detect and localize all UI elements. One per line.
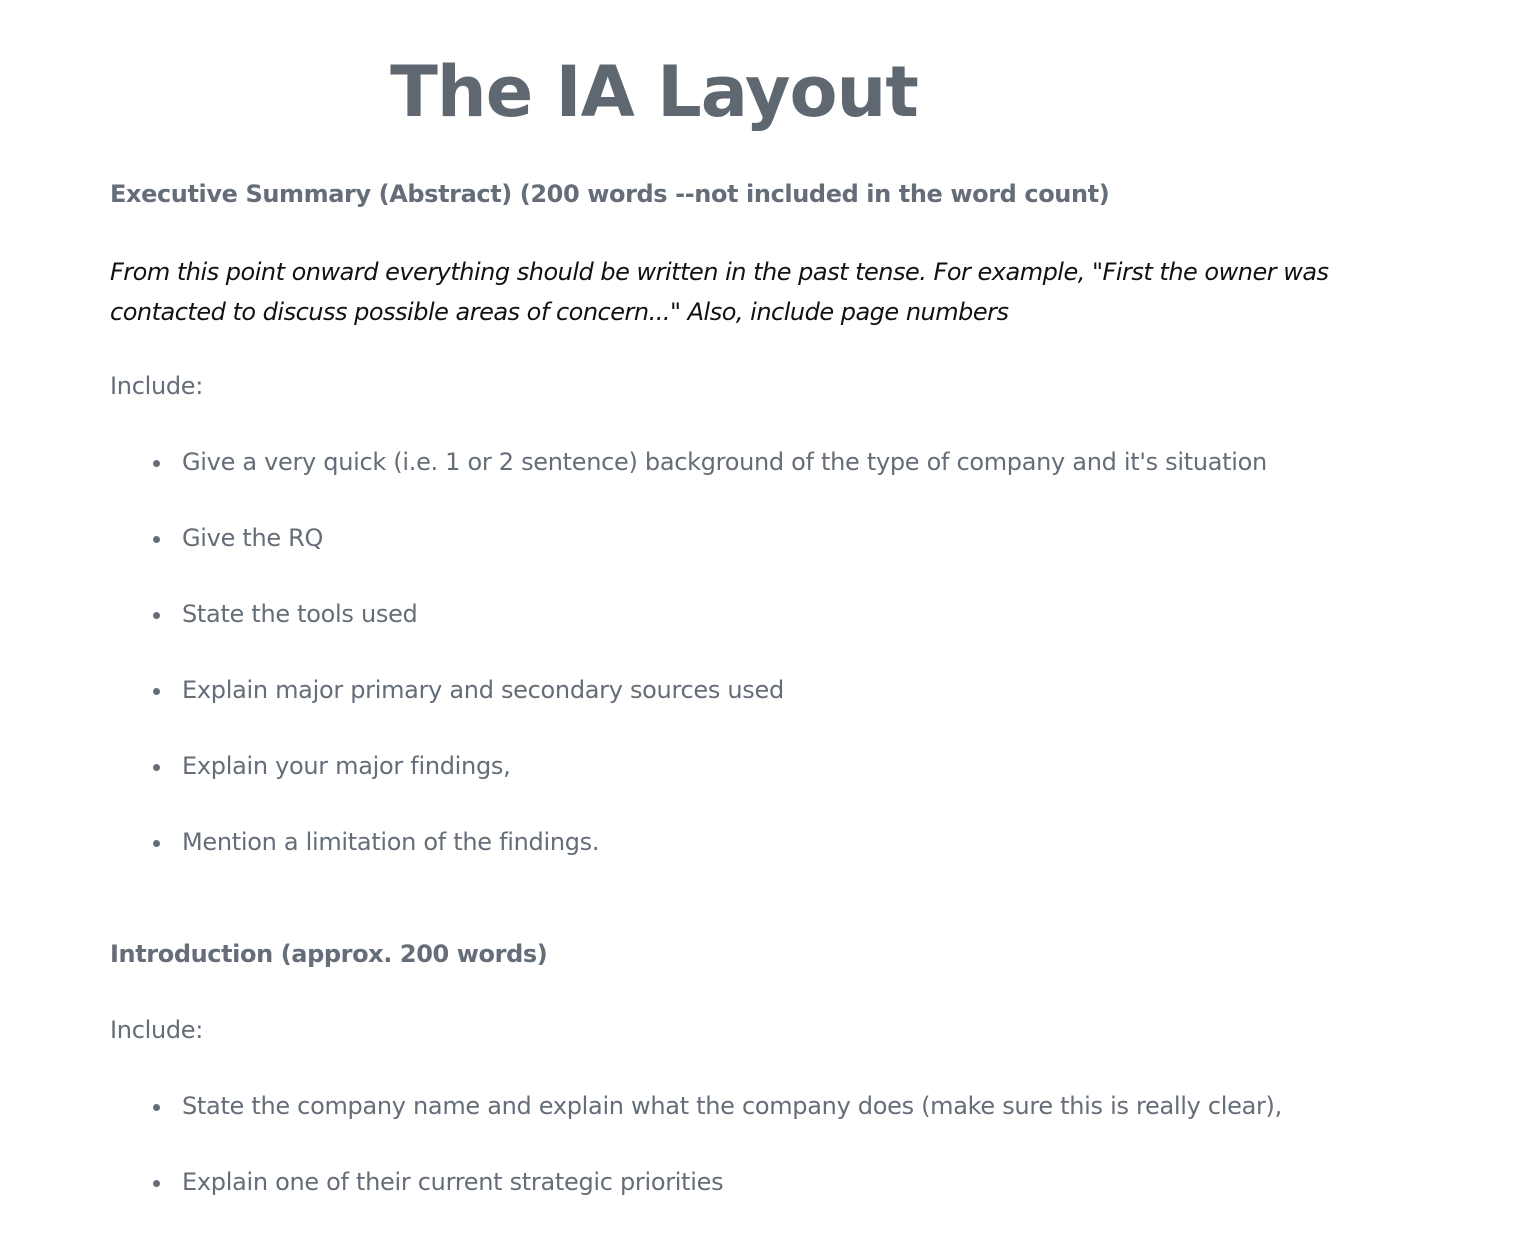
introduction-include-label: Include:	[110, 1016, 204, 1044]
bullet-icon	[153, 536, 160, 543]
list-item	[110, 751, 1267, 781]
executive-summary-include-label: Include:	[110, 372, 204, 400]
bullet-icon	[153, 612, 160, 619]
list-item	[110, 523, 1267, 553]
list-item-text: State the company name and explain what the company does (make sure this is really clear),	[182, 1092, 1282, 1120]
bullet-icon	[153, 460, 160, 467]
executive-summary-list	[110, 447, 1267, 903]
list-item	[110, 675, 1267, 705]
list-item-text: Explain your major findings,	[182, 752, 511, 780]
bullet-icon	[153, 764, 160, 771]
list-item	[110, 1091, 1282, 1121]
list-item-text: State the tools used	[182, 600, 418, 628]
introduction-heading: Introduction (approx. 200 words)	[110, 940, 548, 968]
bullet-icon	[153, 688, 160, 695]
bullet-icon	[153, 1104, 160, 1111]
list-item	[110, 827, 1267, 857]
bullet-icon	[153, 1180, 160, 1187]
list-item	[110, 599, 1267, 629]
list-item-text: Explain one of their current strategic priorities	[182, 1168, 724, 1196]
page-title: The IA Layout	[390, 51, 918, 133]
list-item-text: Explain major primary and secondary sources used	[182, 676, 784, 704]
bullet-icon	[153, 840, 160, 847]
introduction-list	[110, 1091, 1282, 1243]
list-item-text: Give a very quick (i.e. 1 or 2 sentence) background of the type of company and it's situation	[182, 448, 1267, 476]
executive-summary-heading: Executive Summary (Abstract) (200 words --not included in the word count)	[110, 180, 1110, 208]
list-item-text: Mention a limitation of the findings.	[182, 828, 600, 856]
past-tense-note: From this point onward everything should be written in the past tense. For example, "First the owner was contacted to discuss possible areas of concern..." Also, include page numbers	[110, 258, 1329, 326]
list-item-text: Give the RQ	[182, 524, 324, 552]
list-item	[110, 1167, 1282, 1197]
list-item	[110, 447, 1267, 477]
